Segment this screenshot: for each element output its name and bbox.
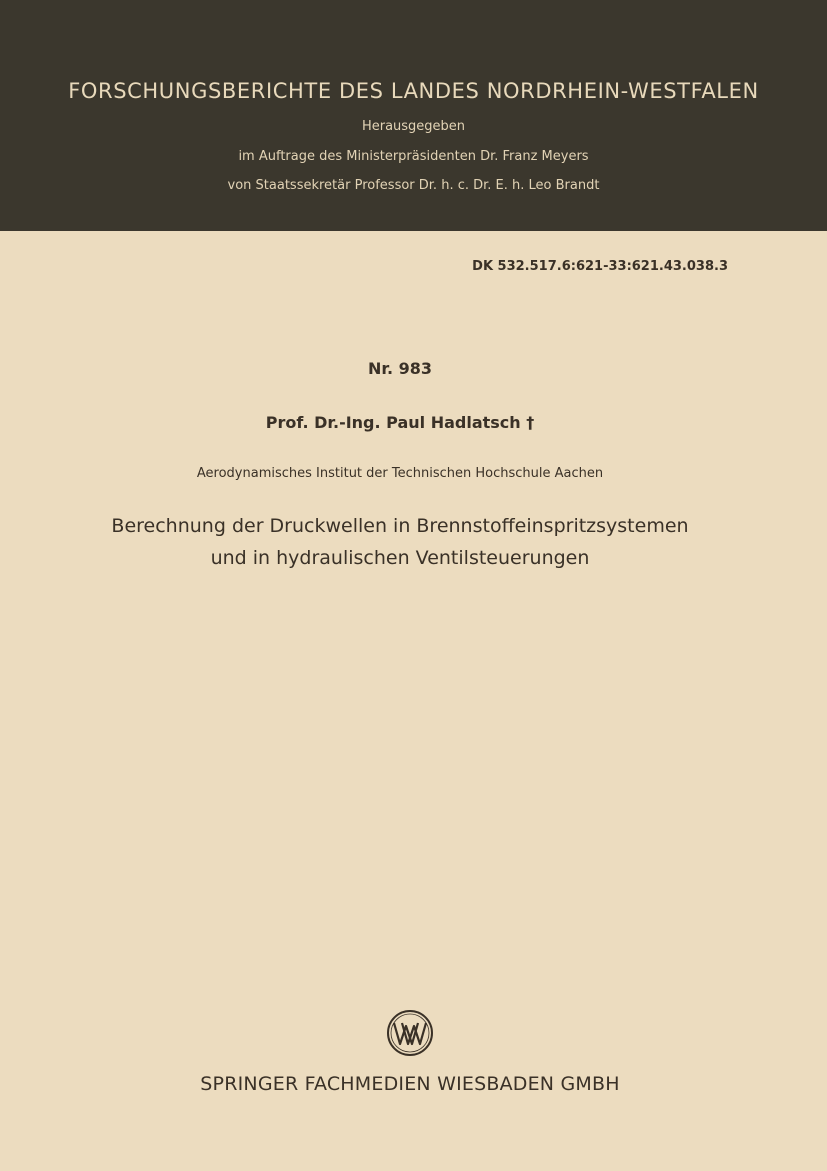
classification-code: DK 532.517.6:621-33:621.43.038.3 bbox=[472, 259, 728, 274]
author-name: Prof. Dr.-Ing. Paul Hadlatsch † bbox=[265, 413, 535, 432]
book-title-line-1: Berechnung der Druckwellen in Brennstoffeinspritzsystemen bbox=[111, 515, 689, 537]
cover-header-band bbox=[0, 0, 827, 231]
editor-line-1: Herausgegeben bbox=[361, 119, 466, 134]
series-title: FORSCHUNGSBERICHTE DES LANDES NORDRHEIN-WESTFALEN bbox=[68, 79, 759, 103]
editor-line-3: von Staatssekretär Professor Dr. h. c. Dr. E. h. Leo Brandt bbox=[227, 178, 600, 193]
institute-name: Aerodynamisches Institut der Technischen Hochschule Aachen bbox=[196, 466, 604, 481]
publisher-logo-icon bbox=[385, 1008, 435, 1058]
book-title-line-2: und in hydraulischen Ventilsteuerungen bbox=[210, 547, 590, 569]
publisher-name: SPRINGER FACHMEDIEN WIESBADEN GMBH bbox=[200, 1073, 620, 1095]
report-number: Nr. 983 bbox=[367, 359, 433, 378]
editor-line-2: im Auftrage des Ministerpräsidenten Dr. Franz Meyers bbox=[238, 149, 589, 164]
